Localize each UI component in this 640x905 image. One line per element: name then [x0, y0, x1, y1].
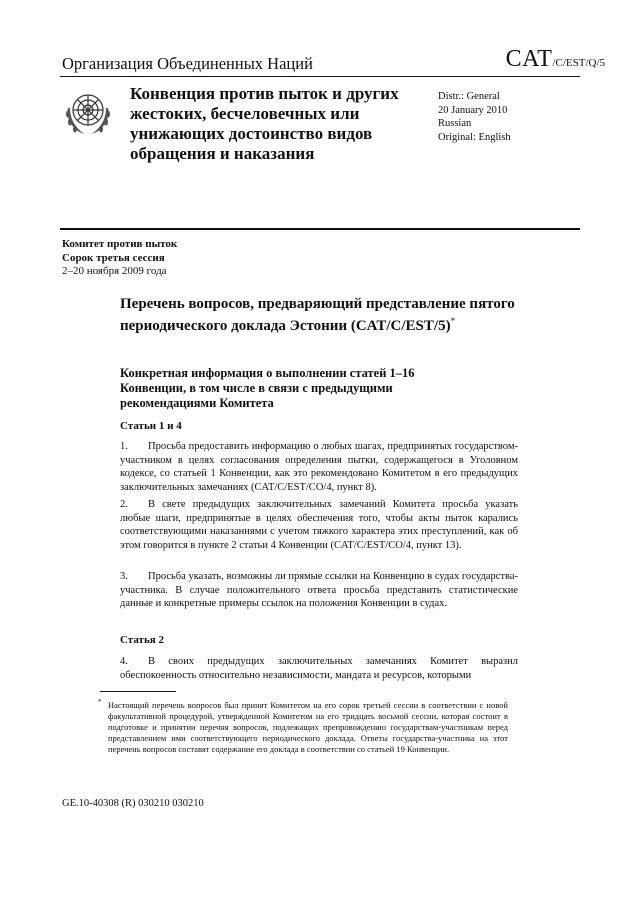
language-line: Russian — [438, 118, 472, 129]
session-dates: 2–20 ноября 2009 года — [62, 265, 167, 277]
paragraph-text: Просьба предоставить информацию о любых шагах, предпринятых государством-участником в целях согласования определения пытки, содержащегося в Уголовном кодексе, со статьей 1 Конвенции, как это рекомендовано Комитетом в его предыдущих заключительных замечаниях (CAT/C/EST/CO/4, пункт 8). — [120, 441, 518, 493]
committee-block — [62, 238, 177, 279]
distribution-block — [438, 90, 511, 144]
session-name: Сорок третья сессия — [62, 251, 165, 264]
paragraph — [120, 498, 518, 552]
organization-name: Организация Объединенных Наций — [62, 54, 313, 73]
paragraph-text: В своих предыдущих заключительных замечаниях Комитет выразил обеспокоенность относительно независимости, мандата и ресурсов, которыми — [120, 656, 518, 681]
symbol-suffix: /C/EST/Q/5 — [552, 57, 605, 69]
date-line: 20 January 2010 — [438, 104, 508, 116]
paragraph-number: 3. — [120, 571, 128, 582]
committee-name: Комитет против пыток — [62, 238, 178, 250]
job-number: GE.10-40308 (R) 030210 030210 — [62, 798, 204, 809]
paragraph-text: В свете предыдущих заключительных замечаний Комитета просьба указать любые шаги, предпринятые в целях обеспечения того, чтобы акты пыток карались соответствующими наказаниями с учетом тяжкого характера этих преступлений, как об этом говорится в пункте 2 статьи 4 Конвенции (CAT/C/EST/CO/4, пункт 13). — [120, 499, 518, 551]
paragraph-number: 1. — [120, 441, 128, 452]
article-heading: Статьи 1 и 4 — [120, 420, 182, 432]
paragraph — [120, 440, 518, 494]
footnote-marker: * — [98, 698, 102, 706]
article-heading: Статья 2 — [120, 634, 164, 646]
original-line: Original: English — [438, 131, 511, 143]
un-emblem-icon — [62, 86, 114, 138]
distr-line: Distr.: General — [438, 91, 500, 102]
footnote — [98, 698, 508, 755]
paragraph-number: 2. — [120, 499, 128, 510]
document-title-text: Перечень вопросов, предваряющий представление пятого периодического доклада Эстонии (CAT/C/EST/5) — [120, 296, 515, 334]
paragraph — [120, 570, 518, 611]
header-rule — [60, 76, 580, 77]
paragraph — [120, 655, 518, 682]
title-rule — [60, 228, 580, 230]
paragraph-number: 4. — [120, 656, 128, 667]
footnote-rule — [100, 691, 176, 692]
symbol-main: CAT — [505, 46, 553, 72]
document-symbol — [506, 46, 605, 73]
footnote-text: Настоящий перечень вопросов был принят Комитетом на его сорок третьей сессии в соответствии с новой факультативной процедурой, утвержденной Комитетом на его тридцать восьмой сессии, которая состоит в подготовке и принятии перечня вопросов, подлежащих препровождению государствам-участникам перед представлением ими соответствующего периодического доклада. Ответы государства-участника на этот перечень вопросов составят содержание его доклада в соответствии со статьей 19 Конвенции. — [108, 700, 508, 754]
convention-title: Конвенция против пыток и других жестоких, бесчеловечных или унижающих достоинство видов обращения и наказания — [130, 84, 399, 163]
footnote-mark: * — [450, 316, 456, 326]
paragraph-text: Просьба указать, возможны ли прямые ссылки на Конвенцию в судах государства-участника. В случае положительного ответа просьба представить статистические данные и конкретные примеры ссылок на положения Конвенции в судах. — [120, 571, 518, 610]
document-title — [120, 296, 520, 335]
section-heading: Конкретная информация о выполнении статей 1–16 Конвенции, в том числе в связи с предыдущими рекомендациями Комитета — [120, 366, 415, 410]
